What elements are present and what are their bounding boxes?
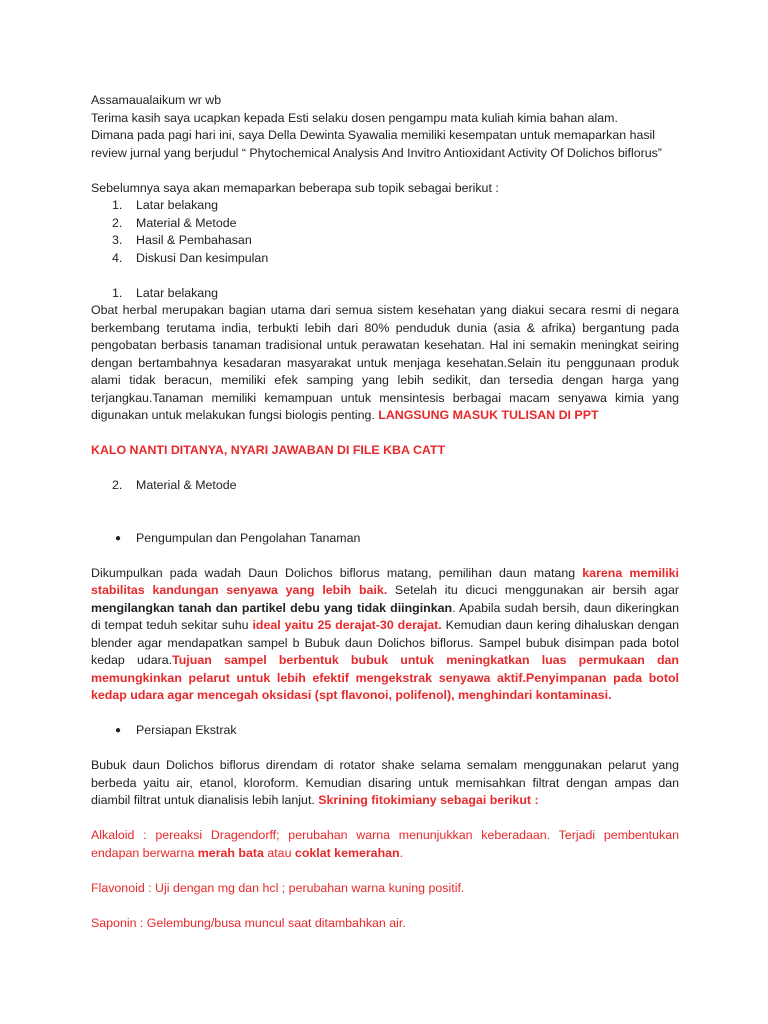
list-item: 4. Diskusi Dan kesimpulan bbox=[112, 250, 269, 265]
subtopic-list bbox=[91, 197, 679, 267]
section1-heading: 1. Latar belakang bbox=[112, 285, 218, 300]
saponin-line: Saponin : Gelembung/busa muncul saat ditambahkan air. bbox=[91, 915, 406, 930]
bullet-ekstrak: ● Persiapan Ekstrak bbox=[91, 722, 679, 740]
bullet-icon: ● bbox=[115, 725, 122, 736]
list-item: 2. Material & Metode bbox=[112, 215, 237, 230]
document-body bbox=[91, 92, 679, 932]
ppt-note: LANGSUNG MASUK TULISAN DI PPT bbox=[378, 408, 599, 422]
bullet-pengumpulan: ● Pengumpulan dan Pengolahan Tanaman bbox=[91, 530, 679, 548]
list-item: 3. Hasil & Pembahasan bbox=[112, 233, 252, 247]
collection-paragraph: Dikumpulkan pada wadah Daun Dolichos biflorus matang, pemilihan daun matang karena memiliki stabilitas kandungan senyawa yang lebih baik. Setelah itu dicuci menggunakan air bersih agar mengilangkan tanah dan partikel debu yang tidak diinginkan. Apabila sudah bersih, daun dikeringkan di tempat teduh sekitar suhu ideal yaitu 25 derajat-30 derajat. Kemudian daun kering dihaluskan dengan blender agar mendapatkan sampel b Bubuk daun Dolichos biflorus. Sampel bubuk disimpan pada botol kedap udara.Tujuan sampel berbentuk bubuk untuk meningkatkan luas permukaan dan memungkinkan pelarut untuk lebih efektif mengekstrak senyawa aktif.Penyimpanan pada botol kedap udara agar mencegah oksidasi (spt flavonoi, polifenol), menghindari kontaminasi. bbox=[91, 565, 680, 702]
list-item: 1. Latar belakang bbox=[112, 198, 218, 212]
subtopics-intro: Sebelumnya saya akan memaparkan beberapa sub topik sebagai berikut : bbox=[91, 180, 499, 195]
intro-line-1: Terima kasih saya ucapkan kepada Esti selaku dosen pengampu mata kuliah kimia bahan alam. bbox=[91, 110, 618, 125]
flavonoid-line: Flavonoid : Uji dengan mg dan hcl ; perubahan warna kuning positif. bbox=[91, 880, 465, 895]
alkaloid-line: Alkaloid : pereaksi Dragendorff; perubahan warna menunjukkan keberadaan. Terjadi pembentukan endapan berwarna merah bata atau coklat kemerahan. bbox=[91, 828, 679, 860]
section1-body: Obat herbal merupakan bagian utama dari semua sistem kesehatan yang diakui secara resmi di negara berkembang terutama india, terbukti lebih dari 80% penduduk dunia (asia & afrika) bergantung pada pengobatan berbasis tanaman tradisional untuk perawatan kesehatan. Hal ini semakin meningkat seiring dengan bertambahnya kesadaran masyarakat untuk menjaga kesehatan.Selain itu penggunaan produk alami tidak beracun, memiliki efek samping yang lebih sedikit, dan tersedia dengan harga yang terjangkau.Tanaman memiliki kemampuan untuk mensintesis berbagai macam senyawa kimia yang digunakan untuk melakukan fungsi biologis penting. LANGSUNG MASUK TULISAN DI PPT bbox=[91, 303, 679, 422]
intro-line-2: Dimana pada pagi hari ini, saya Della Dewinta Syawalia memiliki kesempatan untuk memaparkan hasil review jurnal yang berjudul “ Phytochemical Analysis And Invitro Antioxidant Activity Of Dolichos biflorus” bbox=[91, 128, 662, 160]
greeting: Assamaualaikum wr wb bbox=[91, 93, 222, 107]
section2-heading: 2. Material & Metode bbox=[112, 478, 237, 492]
kba-note: KALO NANTI DITANYA, NYARI JAWABAN DI FILE KBA CATT bbox=[91, 443, 446, 457]
bullet-icon: ● bbox=[115, 532, 122, 544]
extract-paragraph: Bubuk daun Dolichos biflorus direndam di rotator shake selama semalam menggunakan pelarut yang berbeda yaitu air, etanol, kloroform. Kemudian disaring untuk memisahkan filtrat dengan ampas dan diambil filtrat untuk dianalisis lebih lanjut. Skrining fitokimiany sebagai berikut : bbox=[91, 758, 679, 807]
